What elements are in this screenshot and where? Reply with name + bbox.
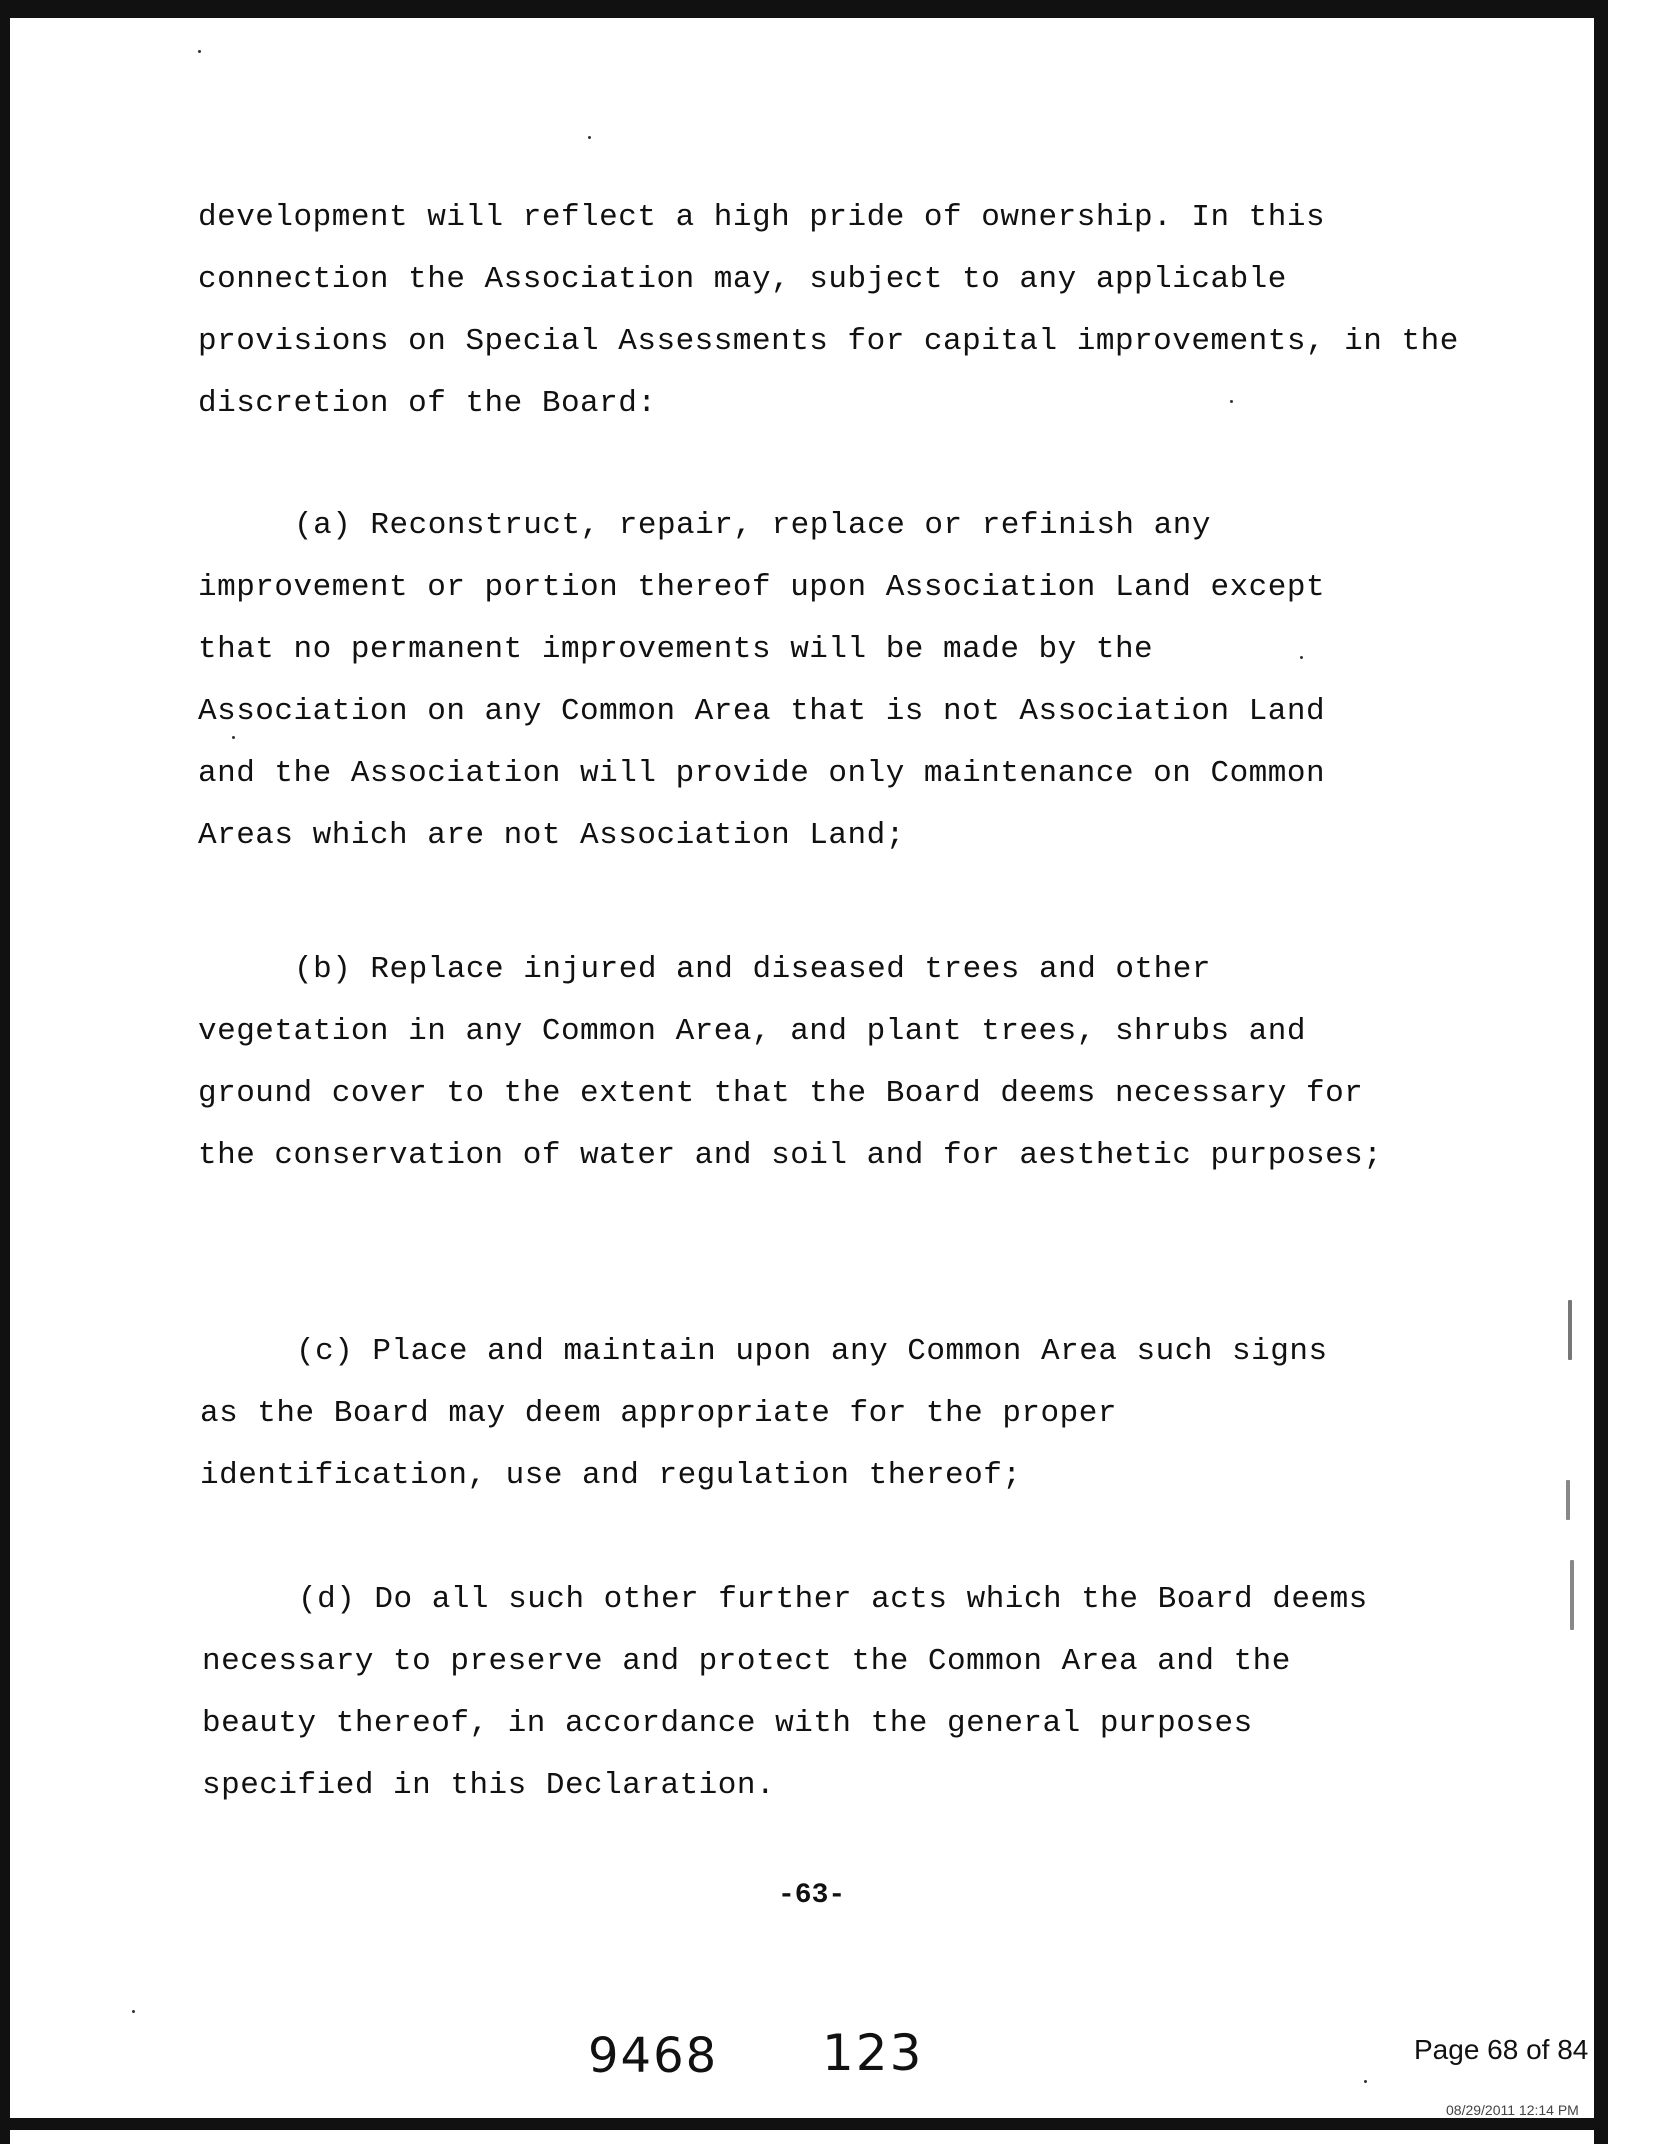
scan-speck — [1300, 656, 1303, 659]
text-line: specified in this Declaration. — [202, 1768, 776, 1803]
item-c-paragraph — [200, 1334, 1328, 1509]
page-of-indicator: Page 68 of 84 — [1414, 2034, 1589, 2065]
book-number-stamp: 9468 — [588, 2028, 719, 2084]
text-line: Areas which are not Association Land; — [198, 818, 905, 853]
text-line: identification, use and regulation thereof; — [200, 1458, 1022, 1493]
text-line: connection the Association may, subject to any applicable — [198, 262, 1287, 297]
item-d-paragraph — [202, 1582, 1368, 1803]
scan-border-left — [0, 0, 10, 2144]
text-line: that no permanent improvements will be made by the — [198, 632, 1154, 667]
text-line: as the Board may deem appropriate for the proper — [200, 1396, 1117, 1431]
print-timestamp: 08/29/2011 12:14 PM — [1446, 2102, 1579, 2118]
scan-border-bottom — [0, 2118, 1608, 2130]
text-line: discretion of the Board: — [198, 386, 657, 421]
scan-speck — [1566, 1480, 1570, 1520]
text-line: (b) Replace injured and diseased trees and other — [294, 952, 1211, 987]
scan-speck — [1230, 400, 1233, 403]
scan-speck — [1364, 2080, 1367, 2083]
text-line: and the Association will provide only maintenance on Common — [198, 756, 1326, 791]
scan-speck — [198, 50, 201, 53]
book-page-stamp: 123 — [822, 2024, 924, 2082]
item-a-paragraph — [198, 508, 1326, 853]
intro-paragraph — [198, 200, 1459, 421]
text-line: provisions on Special Assessments for capital improvements, in the — [198, 324, 1459, 359]
scan-speck — [232, 736, 235, 739]
scan-speck — [132, 2010, 135, 2013]
text-line: (a) Reconstruct, repair, replace or refinish any — [294, 508, 1211, 543]
scan-speck — [1568, 1300, 1572, 1360]
scan-border-right — [1594, 0, 1608, 2144]
text-line: improvement or portion thereof upon Association Land except — [198, 570, 1326, 605]
page-number: -63- — [778, 1880, 846, 1911]
scan-speck — [588, 136, 591, 139]
text-line: necessary to preserve and protect the Common Area and the — [202, 1644, 1291, 1679]
text-line: Association on any Common Area that is not Association Land — [198, 694, 1326, 729]
scan-speck — [1570, 1560, 1574, 1630]
text-line: ground cover to the extent that the Board deems necessary for — [198, 1076, 1364, 1111]
text-line: vegetation in any Common Area, and plant trees, shrubs and — [198, 1014, 1306, 1049]
scan-border-top — [0, 0, 1600, 18]
item-b-paragraph — [198, 952, 1383, 1173]
text-line: (d) Do all such other further acts which the Board deems — [298, 1582, 1368, 1617]
text-line: beauty thereof, in accordance with the general purposes — [202, 1706, 1253, 1741]
text-line: the conservation of water and soil and for aesthetic purposes; — [198, 1138, 1383, 1173]
text-line: development will reflect a high pride of ownership. In this — [198, 200, 1326, 235]
text-line: (c) Place and maintain upon any Common Area such signs — [296, 1334, 1328, 1369]
